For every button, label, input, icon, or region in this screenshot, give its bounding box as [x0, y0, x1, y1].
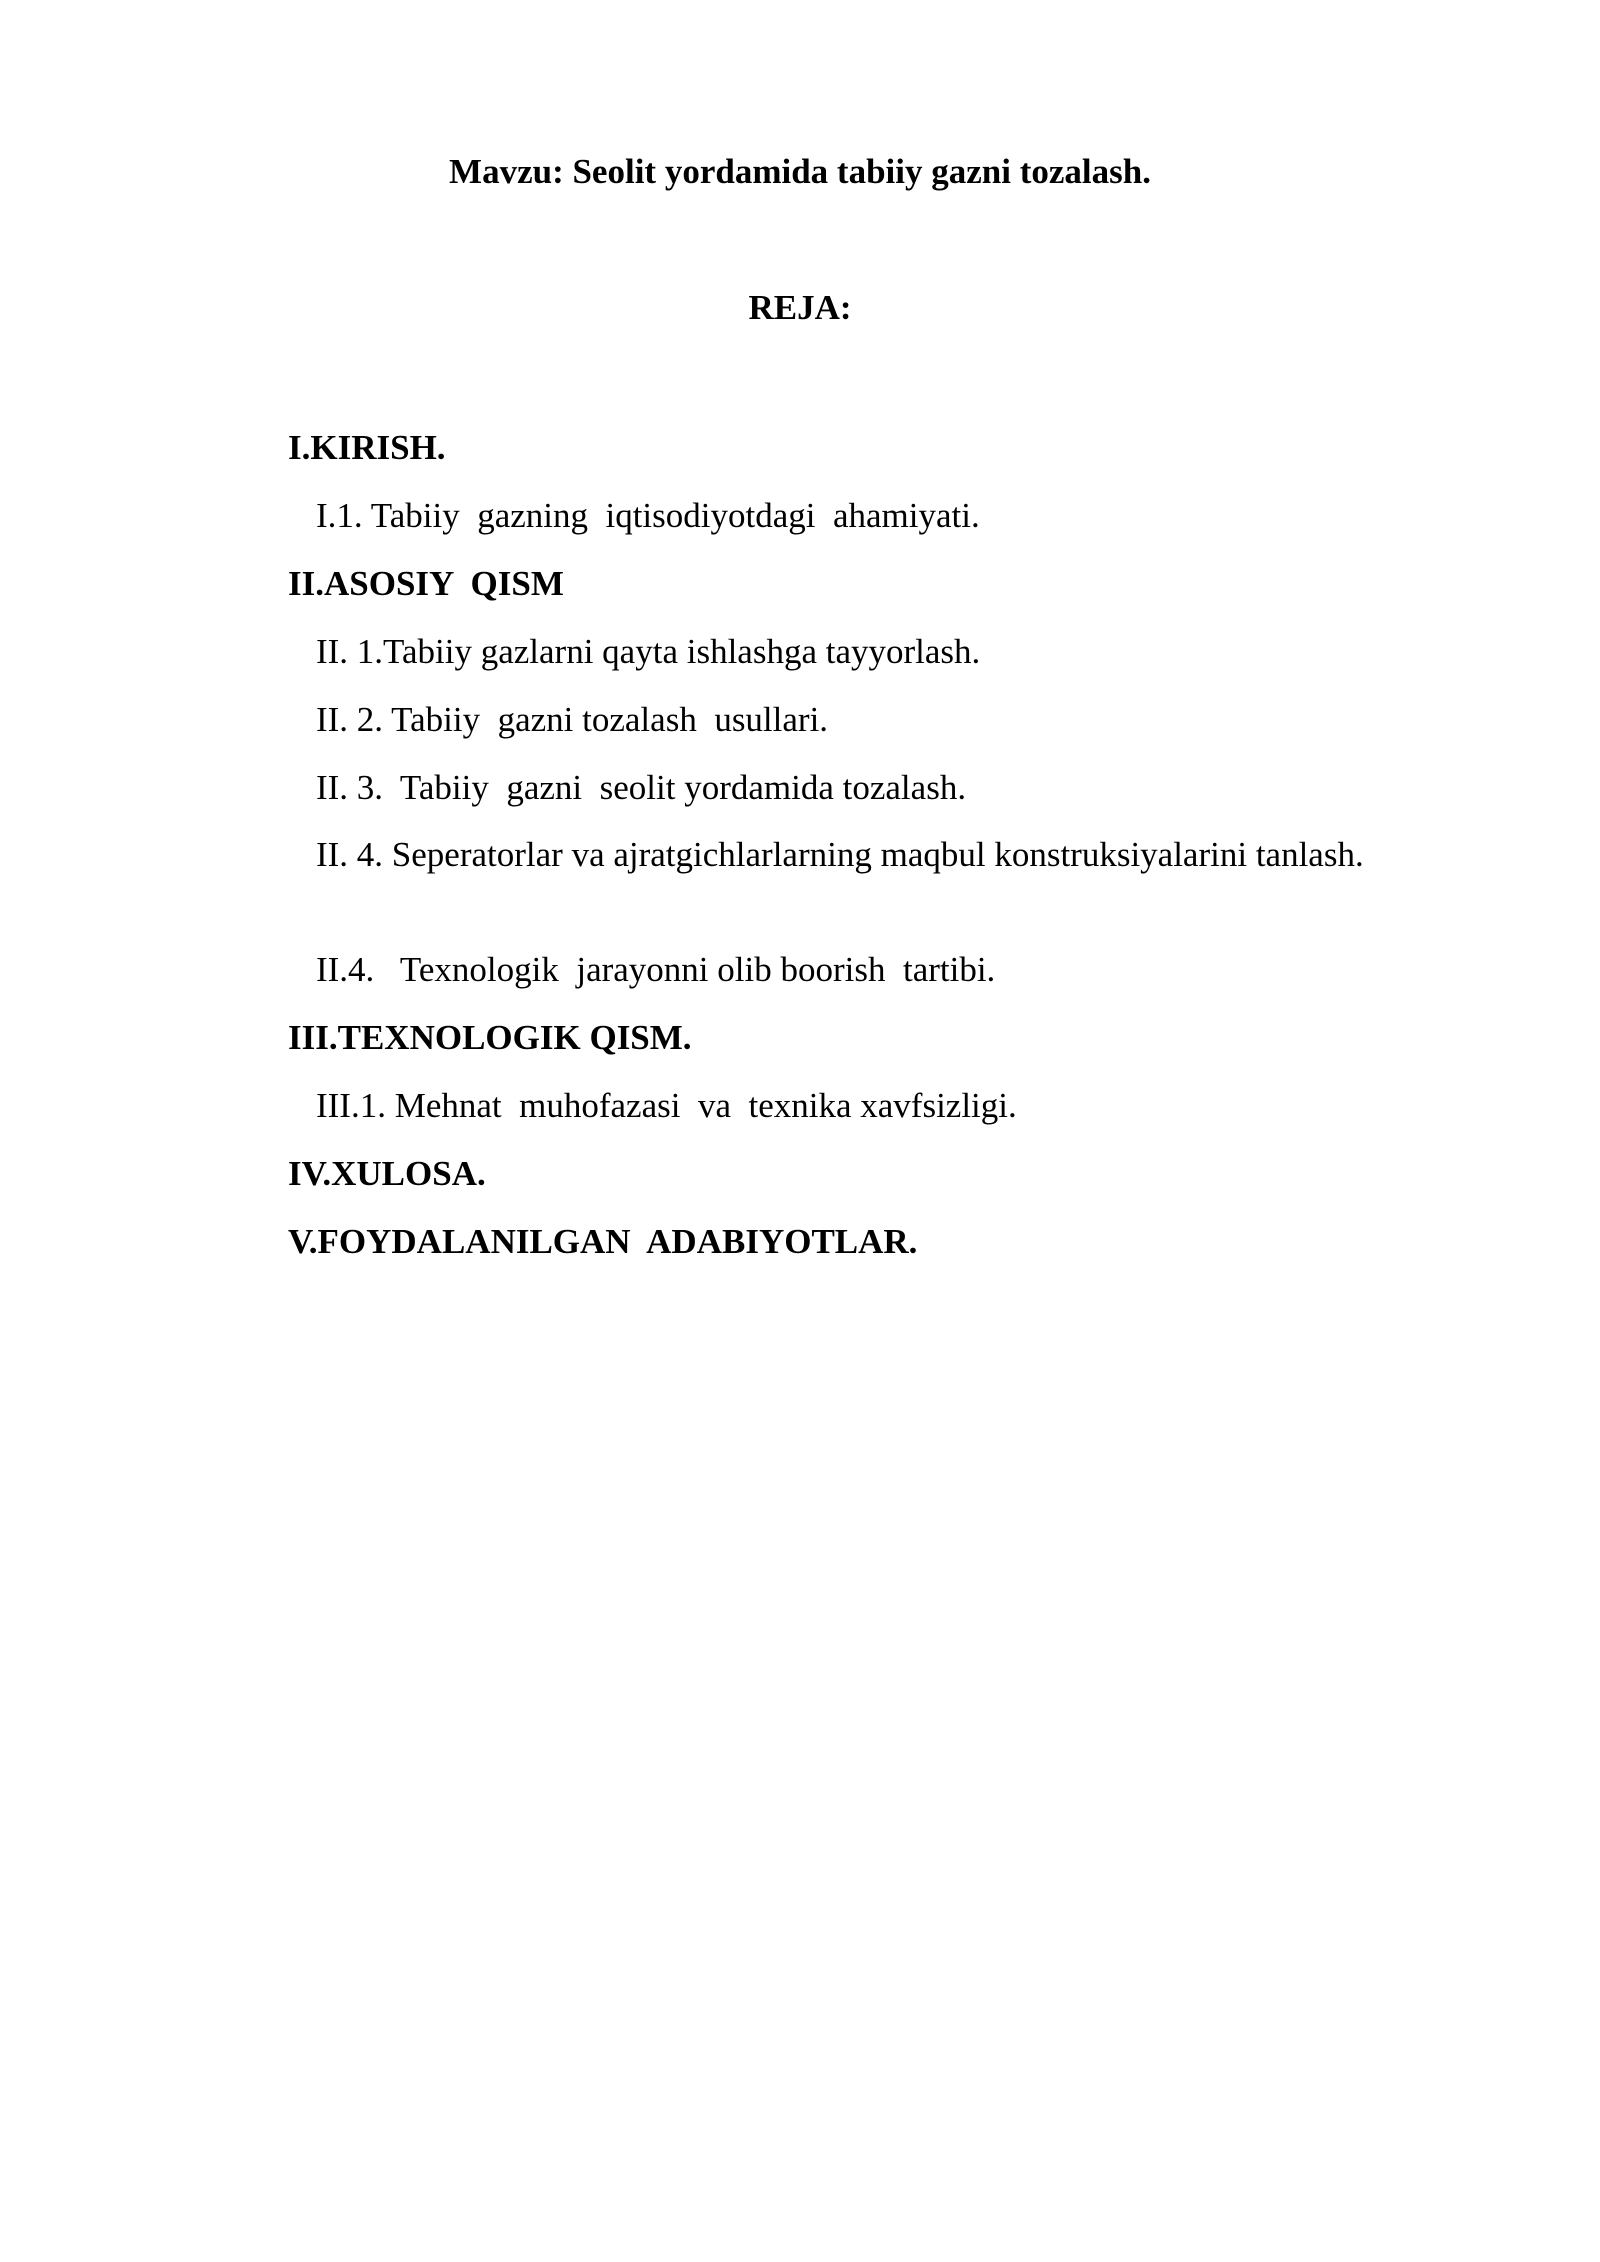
toc-section-introduction: I.KIRISH.: [288, 428, 446, 467]
toc-section-conclusion: IV.XULOSA.: [288, 1154, 486, 1193]
toc-item-2-1: II. 1.Tabiiy gazlarni qayta ishlashga tayyorlash.: [316, 632, 981, 671]
toc-item-2-4-separators: II. 4. Seperatorlar va ajratgichlarlarning maqbul konstruksiyalarini tanlash.: [316, 835, 1364, 874]
toc-item-2-2: II. 2. Tabiiy gazni tozalash usullari.: [316, 700, 829, 739]
toc-section-main-part: II.ASOSIY QISM: [288, 564, 564, 603]
toc-item-1-1: I.1. Tabiiy gazning iqtisodiyotdagi ahamiyati.: [316, 496, 980, 535]
toc-item-2-3: II. 3. Tabiiy gazni seolit yordamida tozalash.: [316, 768, 967, 807]
document-title: Mavzu: Seolit yordamida tabiiy gazni tozalash.: [449, 152, 1151, 191]
toc-item-2-4-process: II.4. Texnologik jarayonni olib boorish tartibi.: [316, 950, 996, 989]
plan-heading: REJA:: [748, 288, 852, 327]
toc-item-3-1: III.1. Mehnat muhofazasi va texnika xavfsizligi.: [316, 1086, 1017, 1125]
toc-section-technological-part: III.TEXNOLOGIK QISM.: [288, 1018, 692, 1057]
toc-section-references: V.FOYDALANILGAN ADABIYOTLAR.: [288, 1222, 918, 1261]
